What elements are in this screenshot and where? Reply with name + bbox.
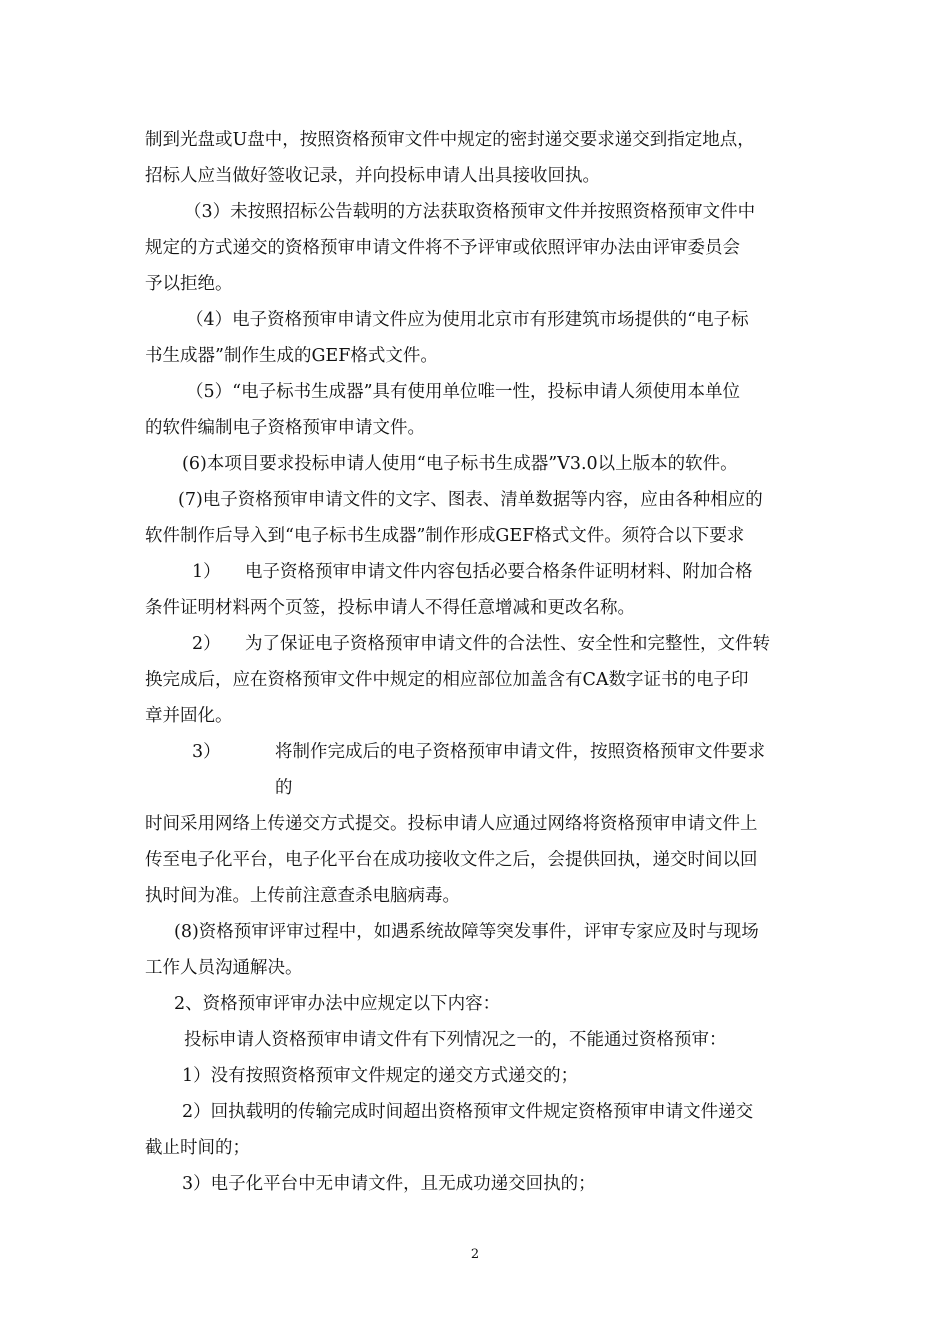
text-line: 为了保证电子资格预审申请文件的合法性、安全性和完整性，文件转 bbox=[245, 634, 770, 654]
text-line: 制到光盘或U盘中，按照资格预审文件中规定的密封递交要求递交到指定地点， bbox=[145, 130, 755, 150]
page-number: 2 bbox=[470, 1247, 480, 1262]
text-line: 的 bbox=[275, 778, 293, 798]
text-line: 工作人员沟通解决。 bbox=[145, 958, 303, 978]
text-line: 规定的方式递交的资格预审申请文件将不予评审或依照评审办法由评审委员会 bbox=[145, 238, 740, 258]
text-line: 软件制作后导入到“电子标书生成器”制作形成GEF格式文件。须符合以下要求 bbox=[145, 526, 745, 546]
list-marker: 1） bbox=[192, 562, 221, 582]
text-line: 截止时间的； bbox=[145, 1138, 250, 1158]
text-line: 执时间为准。上传前注意查杀电脑病毒。 bbox=[145, 886, 460, 906]
text-line: (8)资格预审评审过程中，如遇系统故障等突发事件，评审专家应及时与现场 bbox=[174, 922, 759, 942]
text-line: (7)电子资格预审申请文件的文字、图表、清单数据等内容，应由各种相应的 bbox=[178, 490, 763, 510]
text-line: 电子资格预审申请文件内容包括必要合格条件证明材料、附加合格 bbox=[245, 562, 753, 582]
list-marker: 3） bbox=[192, 742, 221, 762]
text-line: 书生成器”制作生成的GEF格式文件。 bbox=[145, 346, 438, 366]
text-line: (6)本项目要求投标申请人使用“电子标书生成器”V3.0以上版本的软件。 bbox=[182, 454, 738, 474]
text-line: 招标人应当做好签收记录，并向投标申请人出具接收回执。 bbox=[145, 166, 600, 186]
text-line: 条件证明材料两个页签，投标申请人不得任意增减和更改名称。 bbox=[145, 598, 635, 618]
text-line: 章并固化。 bbox=[145, 706, 233, 726]
text-line: 2）回执载明的传输完成时间超出资格预审文件规定资格预审申请文件递交 bbox=[182, 1102, 754, 1122]
text-line: 1）没有按照资格预审文件规定的递交方式递交的； bbox=[182, 1066, 579, 1086]
text-line: 予以拒绝。 bbox=[145, 274, 233, 294]
text-line: 时间采用网络上传递交方式提交。投标申请人应通过网络将资格预审申请文件上 bbox=[145, 814, 758, 834]
text-line: 换完成后，应在资格预审文件中规定的相应部位加盖含有CA数字证书的电子印 bbox=[145, 670, 749, 690]
text-line: （4）电子资格预审申请文件应为使用北京市有形建筑市场提供的“电子标 bbox=[186, 310, 749, 330]
list-marker: 2） bbox=[192, 634, 221, 654]
text-line: （5）“电子标书生成器”具有使用单位唯一性，投标申请人须使用本单位 bbox=[186, 382, 741, 402]
text-line: 投标申请人资格预审申请文件有下列情况之一的，不能通过资格预审： bbox=[184, 1030, 727, 1050]
text-line: 的软件编制电子资格预审申请文件。 bbox=[145, 418, 425, 438]
text-line: 将制作完成后的电子资格预审申请文件，按照资格预审文件要求 bbox=[275, 742, 765, 762]
section-heading: 2、资格预审评审办法中应规定以下内容： bbox=[174, 994, 501, 1014]
text-line: 3）电子化平台中无申请文件，且无成功递交回执的； bbox=[182, 1174, 596, 1194]
text-line: （3）未按照招标公告载明的方法获取资格预审文件并按照资格预审文件中 bbox=[184, 202, 756, 222]
text-line: 传至电子化平台，电子化平台在成功接收文件之后，会提供回执，递交时间以回 bbox=[145, 850, 758, 870]
